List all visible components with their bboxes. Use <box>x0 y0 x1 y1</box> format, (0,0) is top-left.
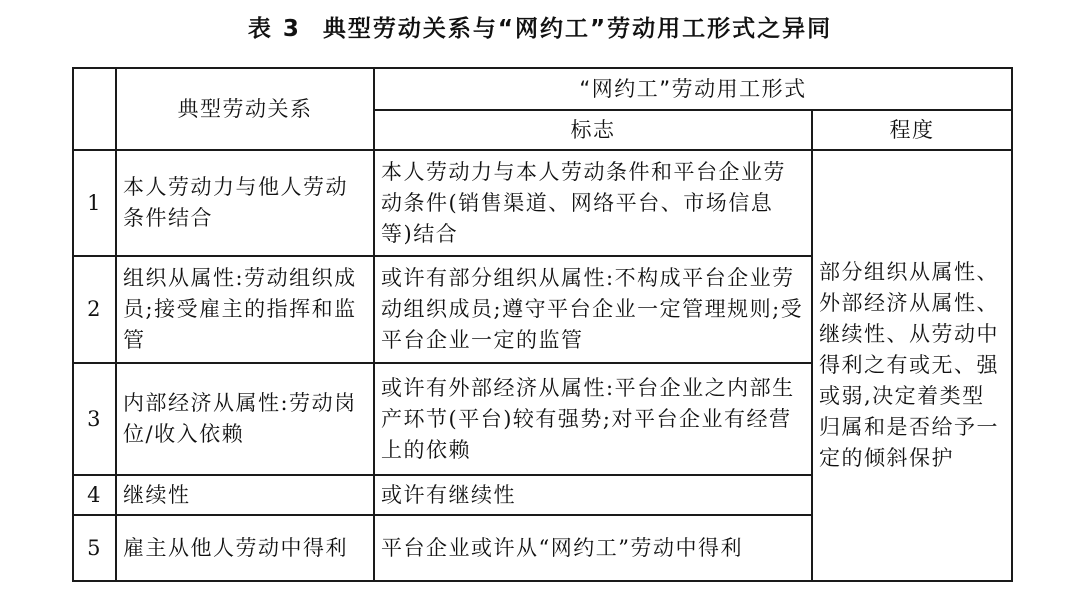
sign-cell: 或许有外部经济从属性:平台企业之内部生产环节(平台)较有强势;对平台企业有经营上的依赖 <box>374 363 812 475</box>
header-gig-form: “网约工”劳动用工形式 <box>374 68 1012 110</box>
header-number-cell <box>73 68 116 150</box>
header-sign: 标志 <box>374 110 812 150</box>
sign-cell: 或许有继续性 <box>374 475 812 515</box>
comparison-table <box>72 67 1013 582</box>
row-number: 5 <box>73 515 116 581</box>
row-number: 3 <box>73 363 116 475</box>
typical-cell: 继续性 <box>116 475 374 515</box>
sign-cell: 平台企业或许从“网约工”劳动中得利 <box>374 515 812 581</box>
table-number: 表 3 <box>247 16 301 42</box>
degree-cell: 部分组织从属性、外部经济从属性、继续性、从劳动中得利之有或无、强或弱,决定着类型归属和是否给予一定的倾斜保护 <box>812 150 1012 581</box>
row-number: 2 <box>73 256 116 363</box>
sign-cell: 或许有部分组织从属性:不构成平台企业劳动组织成员;遵守平台企业一定管理规则;受平台企业一定的监管 <box>374 256 812 363</box>
typical-cell: 内部经济从属性:劳动岗位/收入依赖 <box>116 363 374 475</box>
typical-cell: 雇主从他人劳动中得利 <box>116 515 374 581</box>
table-caption <box>0 10 1080 43</box>
table-title: 典型劳动关系与“网约工”劳动用工形式之异同 <box>322 16 833 42</box>
table-row <box>73 150 1012 256</box>
header-typical: 典型劳动关系 <box>116 68 374 150</box>
row-number: 1 <box>73 150 116 256</box>
typical-cell: 本人劳动力与他人劳动条件结合 <box>116 150 374 256</box>
header-degree: 程度 <box>812 110 1012 150</box>
typical-cell: 组织从属性:劳动组织成员;接受雇主的指挥和监管 <box>116 256 374 363</box>
sign-cell: 本人劳动力与本人劳动条件和平台企业劳动条件(销售渠道、网络平台、市场信息等)结合 <box>374 150 812 256</box>
row-number: 4 <box>73 475 116 515</box>
